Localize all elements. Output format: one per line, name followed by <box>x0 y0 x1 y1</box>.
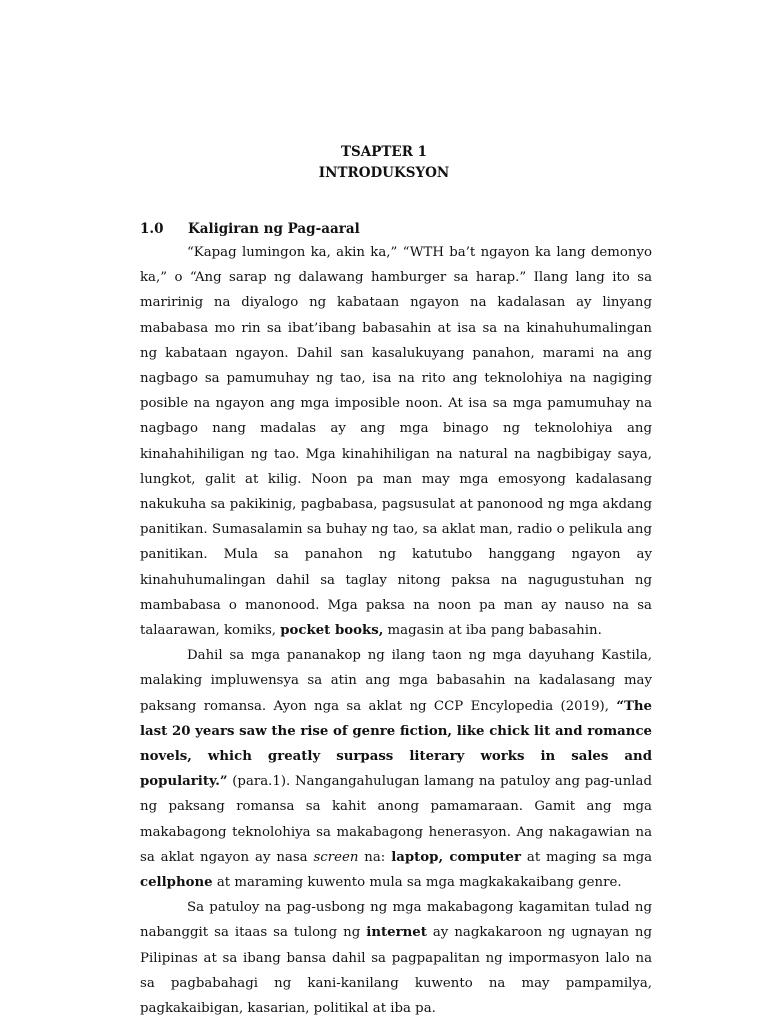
paragraph-1 <box>140 240 652 643</box>
p1-text-1: “Kapag lumingon ka, akin ka,” “WTH ba’t ngayon ka lang demonyo ka,” o “Ang sarap ng dalawang hamburger sa harap.” Ilang lang ito sa maririnig na diyalogo ng kabataan ngayon na kadalasan ay linyang mababasa mo rin sa ibat’ibang babasahin at isa sa na kinahuhumalingan ng kabataan ngayon. Dahil san kasalukuyang panahon, marami na ang nagbago sa pamumuhay ng tao, isa na rito ang teknolohiya na nagiging posible na ngayon ang mga imposible noon. At isa sa mga pamumuhay na nagbago nang madalas ay ang mga binago ng teknolohiya ang kinahahihiligan ng tao. Mga kinahihiligan na natural na nagbibigay saya, lungkot, galit at kilig. Noon pa man may mga emosyong kadalasang nakukuha sa pakikinig, pagbabasa, pagsusulat at panonood ng mga akdang panitikan. Sumasalamin sa buhay ng tao, sa aklat man, radio o pelikula ang panitikan. Mula sa panahon ng katutubo hanggang ngayon ay kinahuhumalingan dahil sa taglay nitong paksa na nagugustuhan ng mambabasa o manonood. Mga paksa na noon pa man ay nauso na sa talaarawan, komiks, <box>140 245 652 639</box>
p1-bold-pocket-books: pocket books, <box>280 623 384 639</box>
p1-text-2: magasin at iba pang babasahin. <box>383 623 602 639</box>
p3-text-2: ay nagkakaroon ng ugnayan ng Pilipinas at sa ibang bansa dahil sa pagpapalitan ng impormasyon lalo na sa pagbabahagi ng kani-kanilang kuwento na may pampamilya, pagkakaibigan, kasarian, politikal at iba pa. <box>140 925 652 1017</box>
p2-bold-laptop-computer: laptop, computer <box>391 849 521 865</box>
p2-text-4: at maging sa mga <box>521 849 653 865</box>
paragraph-3 <box>140 895 652 1021</box>
body-text <box>140 240 652 1021</box>
section-title: Kaligiran ng Pag-aaral <box>188 221 360 237</box>
p2-text-3: na: <box>358 849 392 865</box>
p2-bold-quote: “The last 20 years saw the rise of genre fiction, like chick lit and romance novels, which greatly surpass literary works in sales and popularity.” <box>140 698 652 790</box>
section-heading <box>140 221 360 237</box>
p3-bold-internet: internet <box>366 925 427 941</box>
p2-bold-cellphone: cellphone <box>140 875 213 891</box>
p2-text-5: at maraming kuwento mula sa mga magkakakaibang genre. <box>212 875 622 891</box>
paragraph-2 <box>140 643 652 895</box>
p3-text-1: Sa patuloy na pag-usbong ng mga makabagong kagamitan tulad ng nabanggit sa itaas sa tulong ng <box>140 900 652 941</box>
p2-text-1: Dahil sa mga pananakop ng ilang taon ng mga dayuhang Kastila, malaking impluwensya sa atin ang mga babasahin na kadalasang may paksang romansa. Ayon nga sa aklat ng CCP Encylopedia (2019), <box>140 648 652 714</box>
p2-italic-screen: screen <box>313 849 359 865</box>
p2-text-2: (para.1). Nangangahulugan lamang na patuloy ang pag-unlad ng paksang romansa sa kahit anong pamamaraan. Gamit ang mga makabagong teknolohiya sa makabagong henerasyon. Ang nakagawian na sa aklat ngayon ay nasa <box>140 774 652 865</box>
chapter-title: TSAPTER 1 <box>340 144 428 160</box>
chapter-subtitle: INTRODUKSYON <box>318 165 450 181</box>
section-number: 1.0 <box>140 221 164 237</box>
